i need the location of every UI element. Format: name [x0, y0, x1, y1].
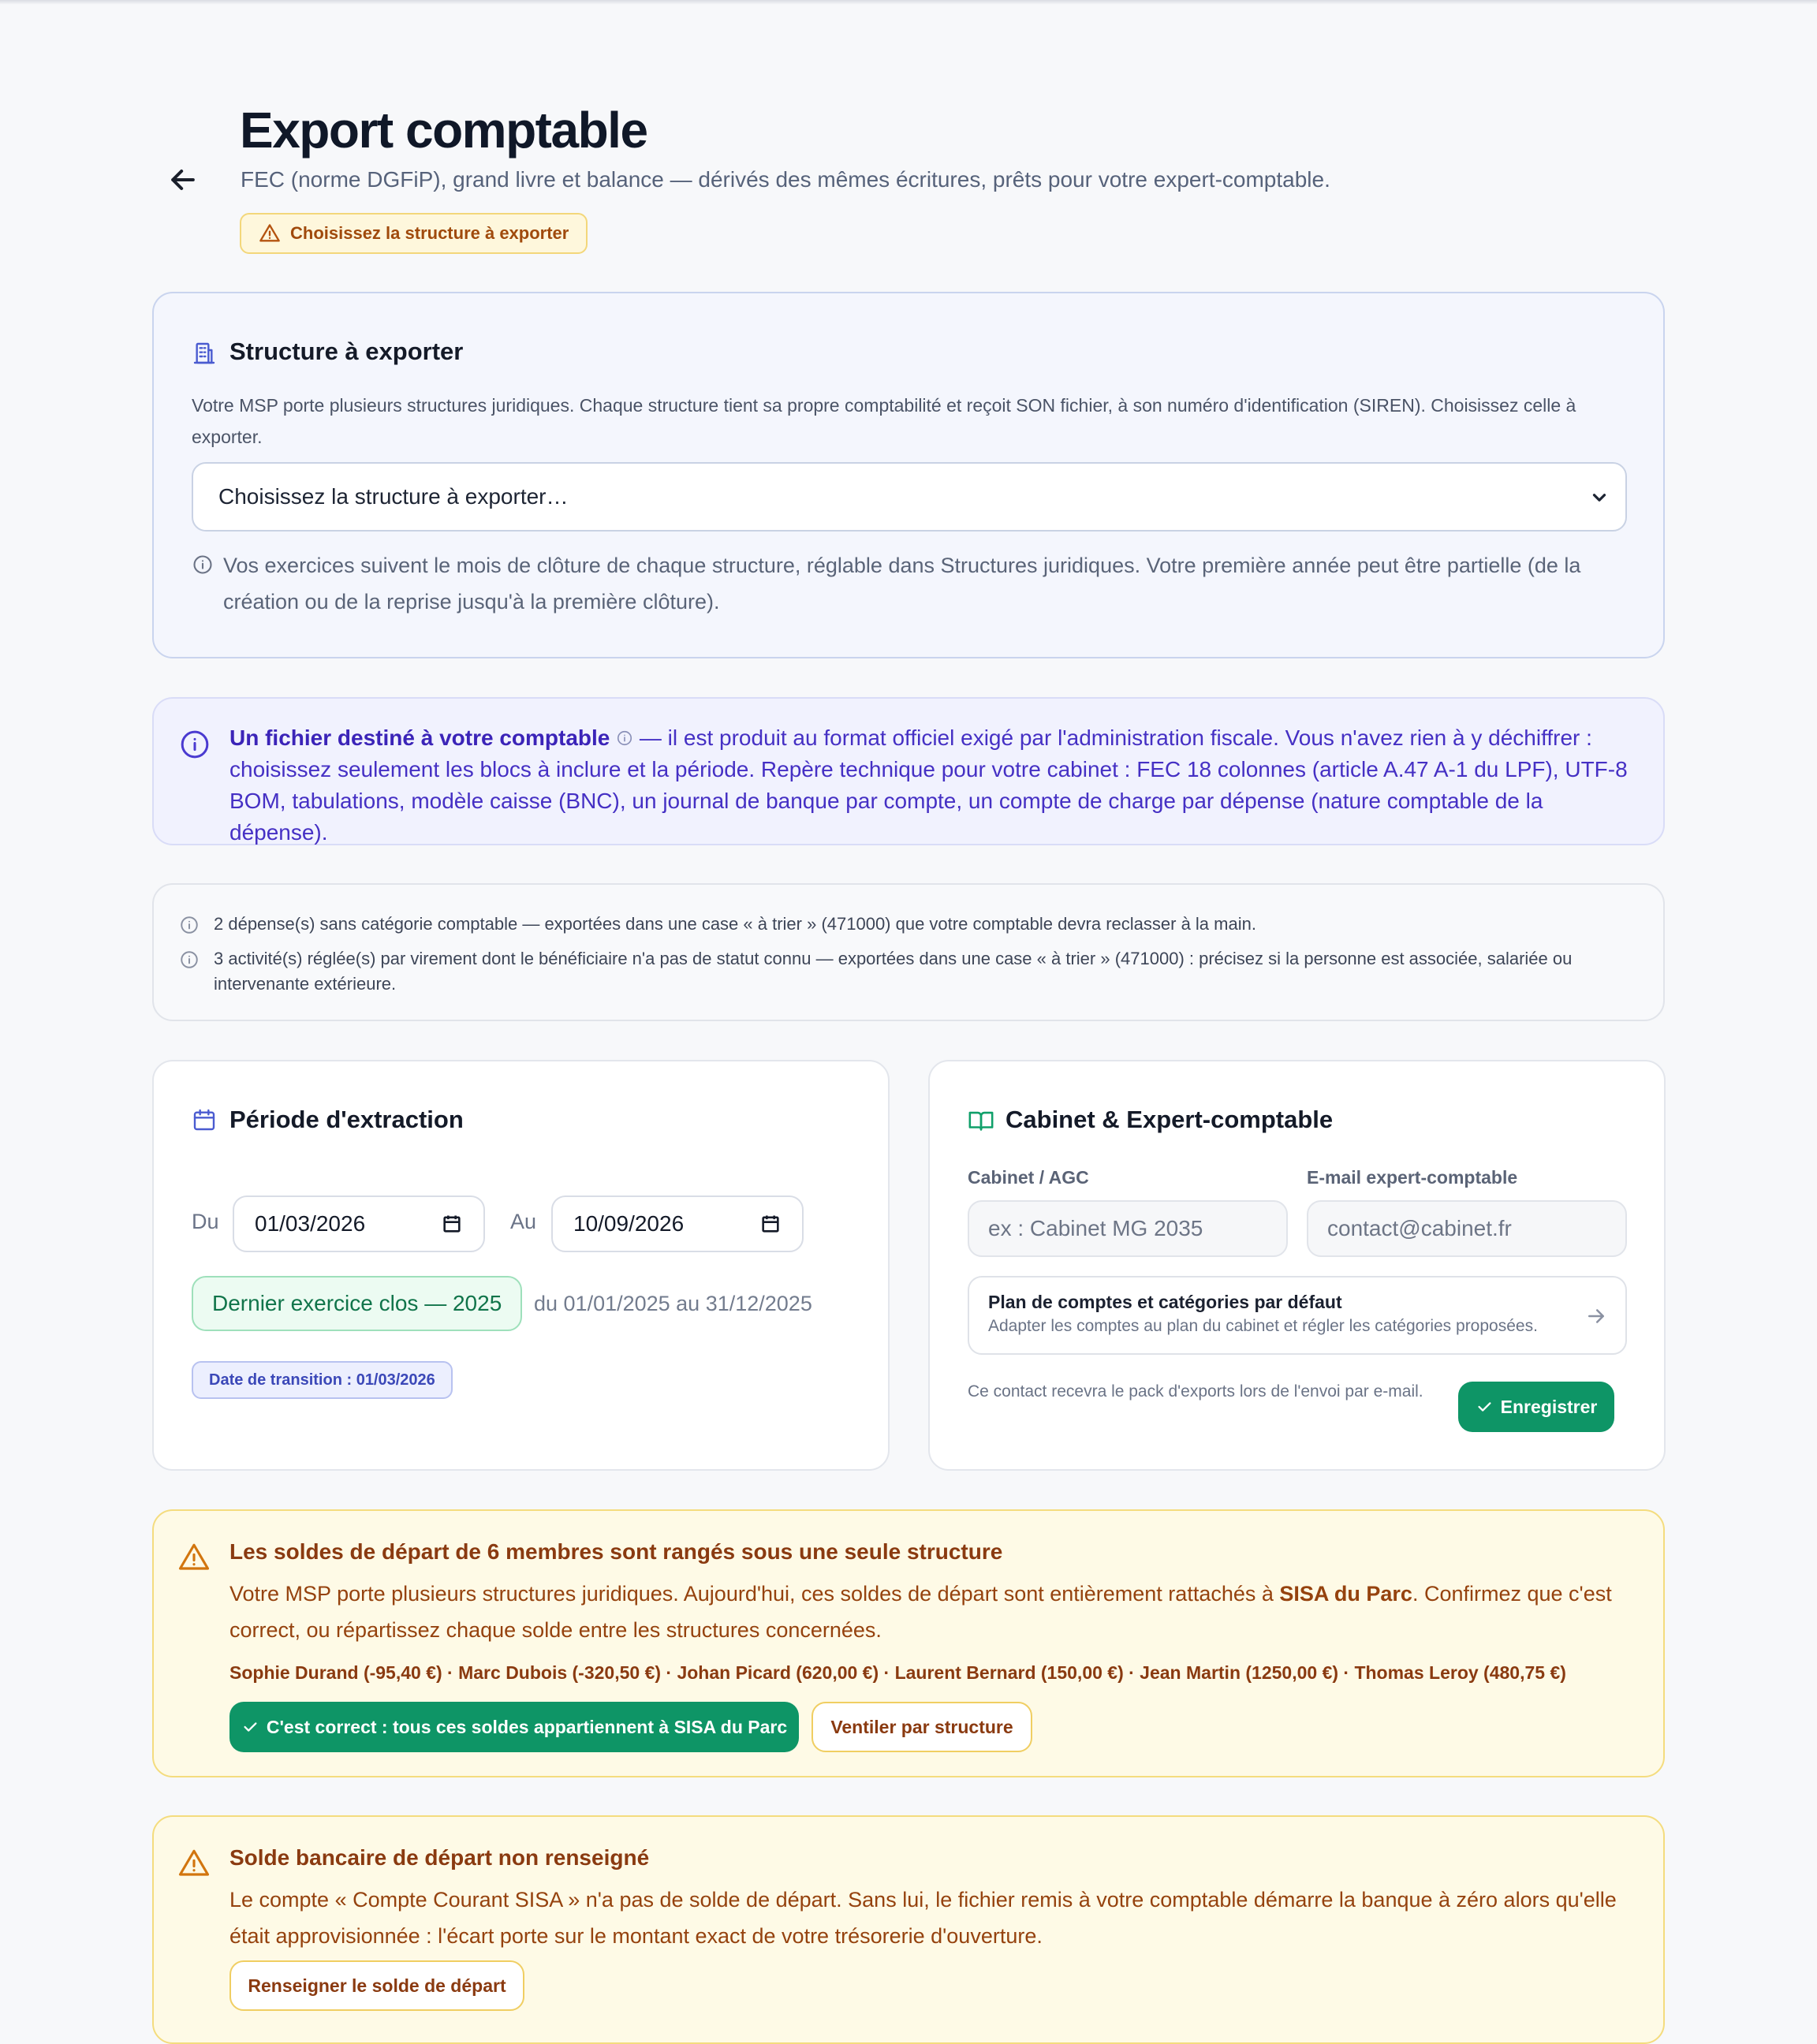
structure-fiscal-note: Vos exercices suivent le mois de clôture de chaque structure, réglable dans Structures juridiques. Votre première année peut être partielle (de la création ou de la reprise jusqu'à la première clôture). — [223, 554, 1581, 614]
building-icon — [192, 341, 217, 366]
to-date-input[interactable] — [551, 1195, 804, 1252]
to-date-value: 10/09/2026 — [573, 1211, 685, 1236]
structure-card — [152, 292, 1665, 658]
warning-badge-label: Choisissez la structure à exporter — [290, 223, 569, 243]
info-circle-icon — [179, 949, 200, 970]
last-closed-exercise-button[interactable]: Dernier exercice clos — 2025 — [192, 1276, 522, 1331]
page-title: Export comptable — [240, 102, 647, 159]
calendar-icon — [192, 1107, 217, 1132]
note-uncategorized-expenses: 2 dépense(s) sans catégorie comptable — exportées dans une case « à trier » (471000) que votre comptable devra reclasser à la main. — [214, 914, 1256, 934]
help-circle-icon[interactable] — [616, 729, 633, 747]
from-date-input[interactable] — [233, 1195, 485, 1252]
cabinet-input[interactable] — [968, 1200, 1288, 1257]
transition-date-badge: Date de transition : 01/03/2026 — [192, 1361, 453, 1399]
arrow-right-icon — [1584, 1304, 1608, 1328]
set-opening-balance-button[interactable]: Renseigner le solde de départ — [229, 1960, 524, 2011]
calendar-picker-icon[interactable] — [441, 1213, 463, 1235]
calendar-picker-icon[interactable] — [759, 1213, 782, 1235]
warning-triangle-icon — [177, 1847, 211, 1880]
exercise-date-range: du 01/01/2025 au 31/12/2025 — [534, 1292, 812, 1315]
save-button-label: Enregistrer — [1500, 1396, 1598, 1417]
structure-select[interactable] — [192, 462, 1627, 532]
structure-name: SISA du Parc — [1279, 1582, 1412, 1606]
check-icon — [1476, 1398, 1493, 1416]
email-field-label: E-mail expert-comptable — [1307, 1167, 1518, 1188]
opening-balances-warning-card — [152, 1509, 1665, 1777]
opening-balances-body — [229, 1576, 1641, 1648]
info-circle-icon — [192, 554, 214, 576]
accountant-info-text — [229, 722, 1641, 849]
bank-balance-warning-card — [152, 1815, 1665, 2044]
structure-select-value: Choisissez la structure à exporter… — [218, 484, 569, 509]
opening-balances-body-end: . Confirmez que c'est correct, ou répartissez chaque solde entre les structures concernées. — [229, 1582, 1612, 1642]
opening-balances-title: Les soldes de départ de 6 membres sont rangés sous une seule structure — [229, 1539, 1003, 1564]
period-card-title: Période d'extraction — [229, 1106, 464, 1133]
to-label: Au — [510, 1210, 537, 1233]
accountant-info-body: — il est produit au format officiel exigé par l'administration fiscale. Vous n'avez rien à y déchiffrer : choisissez seulement les blocs à inclure et la période. Repère technique pour votre cabinet : FEC 18 colonnes (article A.47 A-1 du LPF), UTF-8 BOM, tabulations, modèle caisse (BNC), un journal de banque par compte, un compte de charge par dépense (nature comptable de la dépense). — [229, 725, 1628, 845]
warning-triangle-icon — [259, 222, 281, 244]
info-circle-icon — [179, 729, 211, 760]
page-subtitle: FEC (norme DGFiP), grand livre et balance — dérivés des mêmes écritures, prêts pour votre expert-comptable. — [241, 167, 1330, 192]
plan-subtitle: Adapter les comptes au plan du cabinet et régler les catégories proposées. — [988, 1317, 1538, 1335]
chart-of-accounts-link[interactable] — [968, 1276, 1627, 1355]
chevron-down-icon — [1589, 487, 1610, 508]
plan-title: Plan de comptes et catégories par défaut — [988, 1292, 1342, 1312]
members-balances-list: Sophie Durand (-95,40 €) · Marc Dubois (-320,50 €) · Johan Picard (620,00 €) · Laurent Bernard (150,00 €) · Jean Martin (1250,00 €) · Thomas Leroy (480,75 €) — [229, 1662, 1566, 1683]
note-unknown-status-activities: 3 activité(s) réglée(s) par virement dont le bénéficiaire n'a pas de statut connu — exportées dans une case « à trier » (471000) : précisez si la personne est associée, salariée ou intervenante extérieure. — [214, 949, 1573, 994]
cabinet-card-title: Cabinet & Expert-comptable — [1006, 1106, 1334, 1133]
top-shadow — [0, 0, 1817, 5]
accountant-info-card — [152, 697, 1665, 845]
bank-balance-body: Le compte « Compte Courant SISA » n'a pas de solde de départ. Sans lui, le fichier remis à votre comptable démarre la banque à zéro alors qu'elle était approvisionnée : l'écart porte sur le montant exact de votre trésorerie d'ouverture. — [229, 1888, 1617, 1948]
accountant-info-title: Un fichier destiné à votre comptable — [229, 725, 610, 750]
bank-balance-title: Solde bancaire de départ non renseigné — [229, 1845, 650, 1870]
opening-balances-body-start: Votre MSP porte plusieurs structures juridiques. Aujourd'hui, ces soldes de départ sont entièrement rattachés à — [229, 1582, 1280, 1606]
warning-triangle-icon — [177, 1541, 211, 1574]
info-circle-icon — [179, 915, 200, 935]
cabinet-field-label: Cabinet / AGC — [968, 1167, 1089, 1188]
structure-card-title: Structure à exporter — [229, 338, 464, 365]
contact-note: Ce contact recevra le pack d'exports lors de l'envoi par e-mail. — [968, 1382, 1423, 1401]
structure-warning-badge — [240, 213, 588, 254]
structure-description: Votre MSP porte plusieurs structures juridiques. Chaque structure tient sa propre comptabilité et reçoit SON fichier, à son numéro d'identification (SIREN). Choisissez celle à exporter. — [192, 395, 1576, 447]
cabinet-card — [928, 1060, 1666, 1471]
from-date-value: 01/03/2026 — [255, 1211, 366, 1236]
book-open-icon — [968, 1107, 994, 1134]
email-input[interactable] — [1307, 1200, 1627, 1257]
cabinet-input-placeholder: ex : Cabinet MG 2035 — [988, 1216, 1203, 1240]
back-arrow-icon[interactable] — [166, 162, 200, 197]
period-card — [152, 1060, 890, 1471]
check-icon — [241, 1718, 259, 1736]
confirm-balances-button[interactable] — [229, 1702, 799, 1752]
save-button[interactable] — [1458, 1382, 1614, 1432]
email-input-placeholder: contact@cabinet.fr — [1327, 1216, 1512, 1240]
from-label: Du — [192, 1210, 219, 1233]
confirm-balances-label: C'est correct : tous ces soldes appartiennent à SISA du Parc — [266, 1716, 788, 1737]
uncategorized-notes-card — [152, 883, 1665, 1021]
split-by-structure-button[interactable]: Ventiler par structure — [811, 1702, 1032, 1752]
